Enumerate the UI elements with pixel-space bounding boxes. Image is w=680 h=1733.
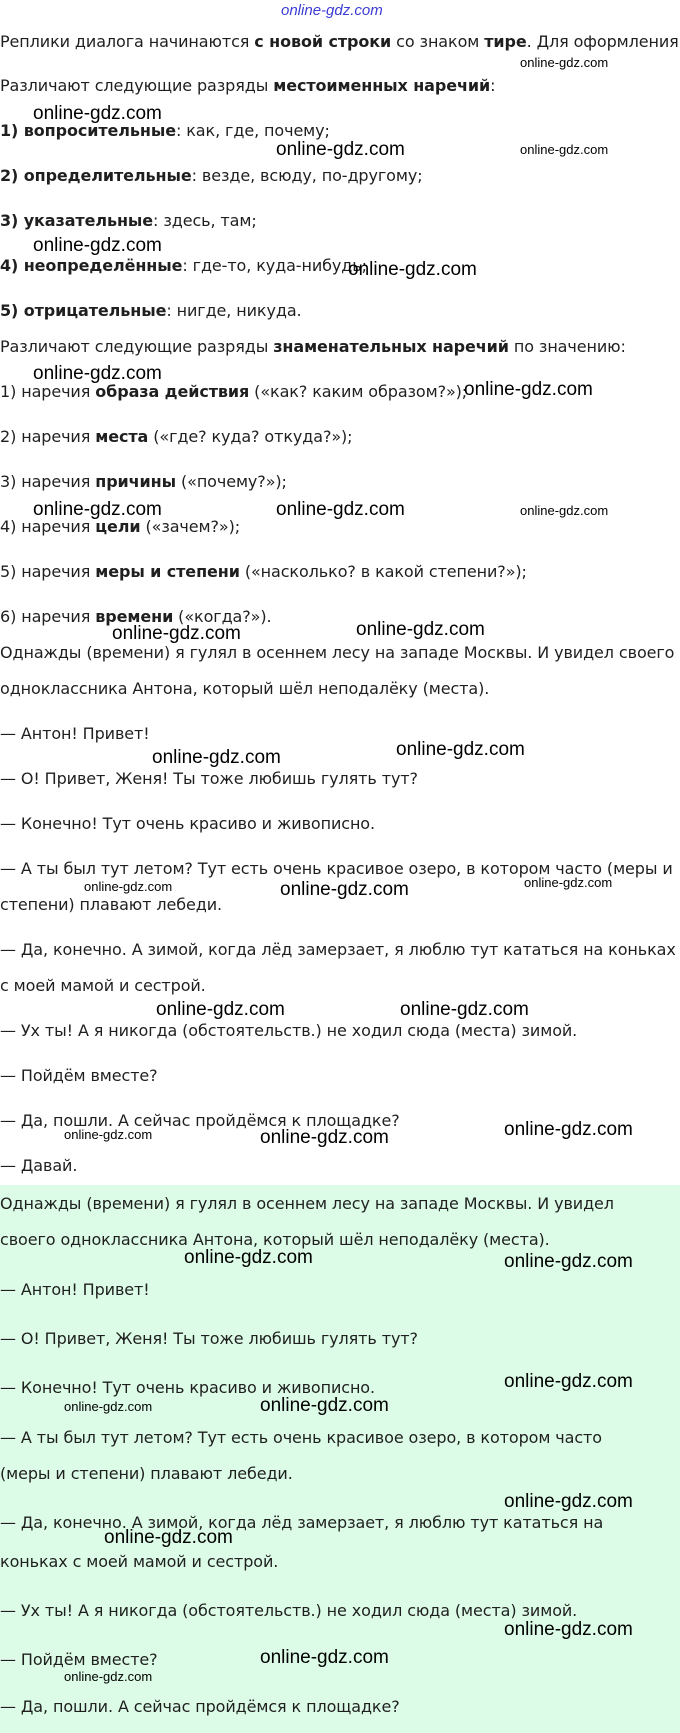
pron-item-text: : как, где, почему; xyxy=(175,121,330,140)
text-a-line: Однажды (времени) я гулял в осеннем лесу на западе Москвы. И увидел своего xyxy=(0,643,675,662)
pron-item-text: : здесь, там; xyxy=(153,211,257,230)
watermark: online-gdz.com xyxy=(112,623,241,644)
watermark: online-gdz.com xyxy=(156,999,285,1020)
sign-item-bold: времени xyxy=(95,607,174,626)
sign-intro-bold: знаменательных наречий xyxy=(273,337,509,356)
sign-item xyxy=(0,382,467,402)
watermark: online-gdz.com xyxy=(33,363,162,384)
watermark: online-gdz.com xyxy=(396,739,525,760)
watermark: online-gdz.com xyxy=(504,1251,633,1272)
pron-intro-text-1: Различают следующие разряды xyxy=(0,76,274,95)
sign-item xyxy=(0,427,352,447)
text-b-line: своего одноклассника Антона, который шёл неподалёку (места). xyxy=(0,1230,550,1249)
pron-item-bold: 4) неопределённые xyxy=(0,256,183,275)
text-b-line: — Пойдём вместе? xyxy=(0,1650,158,1669)
watermark: online-gdz.com xyxy=(276,499,405,520)
watermark: online-gdz.com xyxy=(64,1127,153,1142)
watermark: online-gdz.com xyxy=(504,1619,633,1640)
watermark: online-gdz.com xyxy=(84,879,173,894)
watermark: online-gdz.com xyxy=(524,875,613,890)
sign-item-post: («где? куда? откуда?»); xyxy=(148,427,353,446)
sign-item-post: («почему?»); xyxy=(176,472,287,491)
watermark: online-gdz.com xyxy=(260,1395,389,1416)
text-b-line: — Антон! Привет! xyxy=(0,1280,150,1299)
text-a-line: — Да, конечно. А зимой, когда лёд замерзает, я люблю тут кататься на коньках xyxy=(0,940,676,959)
watermark: online-gdz.com xyxy=(348,259,477,280)
replicas-bold-1: с новой строки xyxy=(254,32,392,51)
text-a-line: — Конечно! Тут очень красиво и живописно. xyxy=(0,814,375,833)
pron-item xyxy=(0,121,330,141)
sign-item-pre: 3) наречия xyxy=(0,472,96,491)
watermark: online-gdz.com xyxy=(33,235,162,256)
sign-item-bold: образа действия xyxy=(95,382,250,401)
sign-item-pre: 6) наречия xyxy=(0,607,96,626)
watermark: online-gdz.com xyxy=(33,499,162,520)
watermark: online-gdz.com xyxy=(520,55,609,70)
watermark: online-gdz.com xyxy=(504,1491,633,1512)
pron-item xyxy=(0,166,422,186)
replicas-text-1: Реплики диалога начинаются xyxy=(0,32,255,51)
sign-item xyxy=(0,472,287,492)
text-a-line: с моей мамой и сестрой. xyxy=(0,976,206,995)
watermark: online-gdz.com xyxy=(152,747,281,768)
watermark: online-gdz.com xyxy=(464,379,593,400)
watermark: online-gdz.com xyxy=(504,1371,633,1392)
watermark: online-gdz.com xyxy=(64,1669,153,1684)
sign-item xyxy=(0,517,240,537)
site-link[interactable]: online-gdz.com xyxy=(281,2,383,19)
pron-intro-text-2: : xyxy=(490,76,496,95)
pron-item-text: : везде, всюду, по-другому; xyxy=(191,166,423,185)
pron-item xyxy=(0,211,257,231)
sign-item-pre: 2) наречия xyxy=(0,427,96,446)
pron-item-bold: 2) определительные xyxy=(0,166,192,185)
sign-item-post: («как? каким образом?»); xyxy=(249,382,468,401)
text-a-line: — Пойдём вместе? xyxy=(0,1066,158,1085)
sign-item-post: («когда?»). xyxy=(173,607,272,626)
sign-item-pre: 5) наречия xyxy=(0,562,96,581)
sign-item-post: («зачем?»); xyxy=(140,517,241,536)
pron-item-bold: 1) вопросительные xyxy=(0,121,176,140)
text-b-line: — Да, конечно. А зимой, когда лёд замерзает, я люблю тут кататься на xyxy=(0,1513,604,1532)
watermark: online-gdz.com xyxy=(260,1647,389,1668)
sign-item-bold: причины xyxy=(95,472,176,491)
sign-item-post: («насколько? в какой степени?»); xyxy=(239,562,527,581)
watermark: online-gdz.com xyxy=(400,999,529,1020)
text-a-line: — А ты был тут летом? Тут есть очень красивое озеро, в котором часто (меры и xyxy=(0,859,673,878)
text-b-line: — Конечно! Тут очень красиво и живописно. xyxy=(0,1378,375,1397)
watermark: online-gdz.com xyxy=(520,503,609,518)
text-b-line: Однажды (времени) я гулял в осеннем лесу на западе Москвы. И увидел xyxy=(0,1194,614,1213)
text-a-line: — Антон! Привет! xyxy=(0,724,150,743)
sign-item-bold: места xyxy=(95,427,149,446)
text-a-line: — О! Привет, Женя! Ты тоже любишь гулять тут? xyxy=(0,769,418,788)
pron-item-bold: 5) отрицательные xyxy=(0,301,167,320)
pron-intro-bold: местоименных наречий xyxy=(273,76,491,95)
text-a-line: — Ух ты! А я никогда (обстоятельств.) не ходил сюда (места) зимой. xyxy=(0,1021,578,1040)
text-a-line: — Давай. xyxy=(0,1156,78,1175)
text-a-line: степени) плавают лебеди. xyxy=(0,895,222,914)
watermark: online-gdz.com xyxy=(280,879,409,900)
replicas-text-3: . Для оформления xyxy=(526,32,679,51)
sign-intro-text-2: по значению: xyxy=(508,337,626,356)
replicas-rule-line xyxy=(0,32,679,52)
pron-item-text: : где-то, куда-нибудь; xyxy=(182,256,367,275)
pron-item xyxy=(0,256,367,276)
watermark: online-gdz.com xyxy=(520,142,609,157)
text-b-line: коньках с моей мамой и сестрой. xyxy=(0,1552,279,1571)
sign-item-bold: цели xyxy=(95,517,141,536)
pron-item-bold: 3) указательные xyxy=(0,211,154,230)
text-a-line: — Да, пошли. А сейчас пройдёмся к площадке? xyxy=(0,1111,400,1130)
sign-item xyxy=(0,562,527,582)
watermark: online-gdz.com xyxy=(260,1127,389,1148)
pron-item xyxy=(0,301,302,321)
watermark: online-gdz.com xyxy=(104,1527,233,1548)
pron-item-text: : нигде, никуда. xyxy=(166,301,302,320)
text-b-line: — Ух ты! А я никогда (обстоятельств.) не ходил сюда (места) зимой. xyxy=(0,1601,578,1620)
watermark: online-gdz.com xyxy=(64,1399,153,1414)
sign-intro-line xyxy=(0,337,626,357)
watermark: online-gdz.com xyxy=(184,1247,313,1268)
sign-item-bold: меры и степени xyxy=(95,562,240,581)
text-b-line: (меры и степени) плавают лебеди. xyxy=(0,1464,293,1483)
text-b-line: — О! Привет, Женя! Ты тоже любишь гулять тут? xyxy=(0,1329,418,1348)
sign-item-pre: 1) наречия xyxy=(0,382,96,401)
replicas-bold-2: тире xyxy=(484,32,527,51)
text-b-line: — Да, пошли. А сейчас пройдёмся к площадке? xyxy=(0,1697,400,1716)
replicas-text-2: со знаком xyxy=(391,32,485,51)
watermark: online-gdz.com xyxy=(356,619,485,640)
watermark: online-gdz.com xyxy=(276,139,405,160)
sign-item-pre: 4) наречия xyxy=(0,517,96,536)
pron-intro-line xyxy=(0,76,495,96)
watermark: online-gdz.com xyxy=(33,103,162,124)
text-a-line: одноклассника Антона, который шёл неподалёку (места). xyxy=(0,679,490,698)
watermark: online-gdz.com xyxy=(504,1119,633,1140)
text-b-line: — А ты был тут летом? Тут есть очень красивое озеро, в котором часто xyxy=(0,1428,602,1447)
sign-intro-text-1: Различают следующие разряды xyxy=(0,337,274,356)
